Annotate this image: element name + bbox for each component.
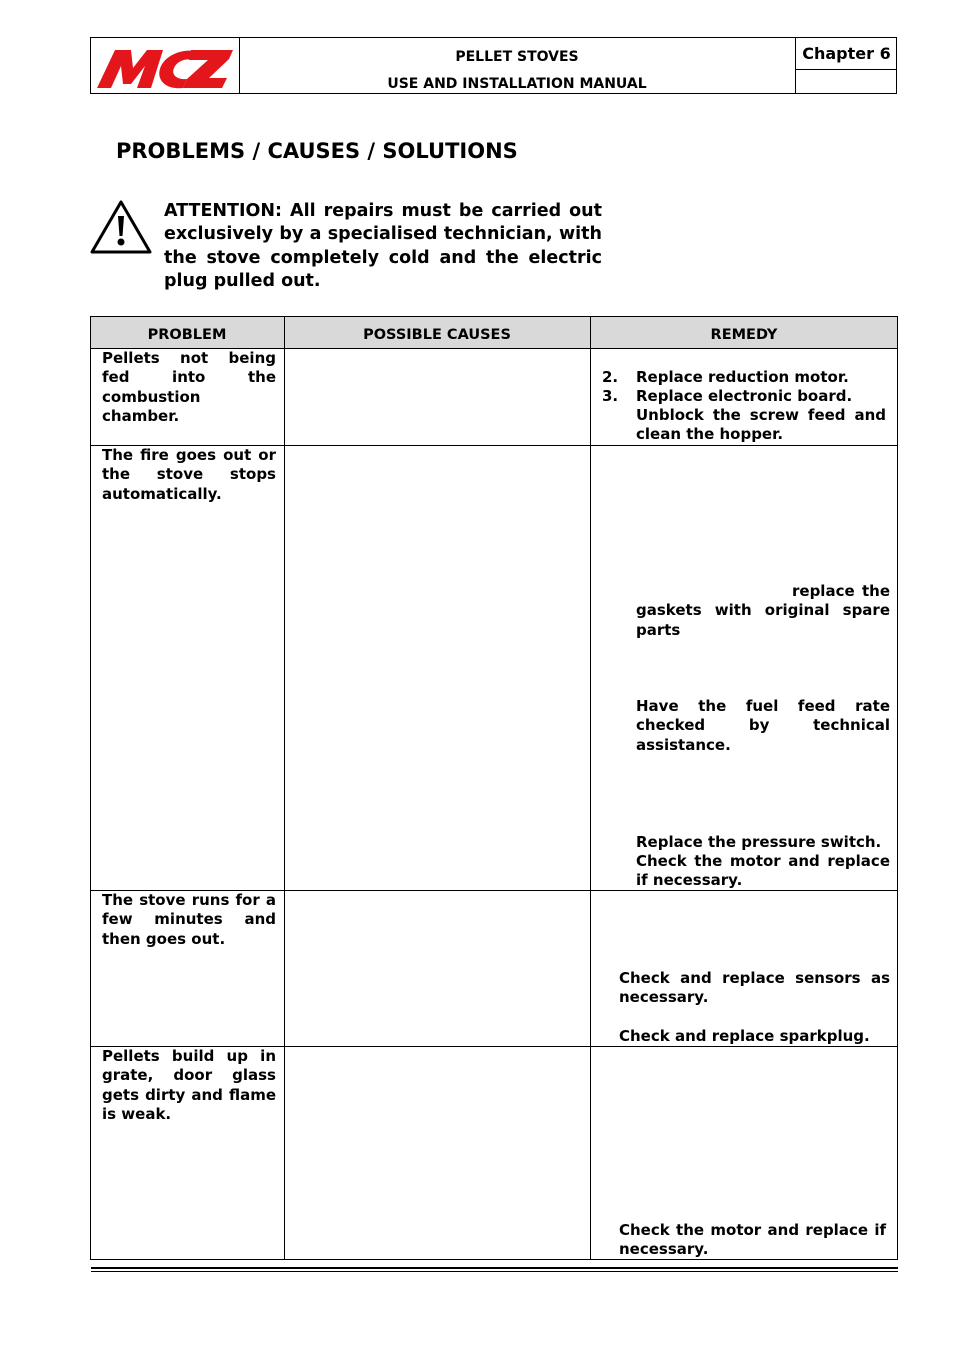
footer-rule xyxy=(91,1271,898,1272)
remedy-text: replace the gaskets with original spare parts xyxy=(636,582,890,639)
logo-cell xyxy=(91,38,240,93)
column-divider xyxy=(284,316,285,1260)
remedy-text: Check and replace sensors as necessary. xyxy=(619,969,890,1007)
mcz-logo xyxy=(91,38,239,93)
remedy-text: Replace the pressure switch. xyxy=(636,833,882,851)
header-line-2: USE AND INSTALLATION MANUAL xyxy=(387,76,647,92)
row-divider xyxy=(90,316,898,317)
column-divider xyxy=(590,316,591,1260)
header-line-1: PELLET STOVES xyxy=(455,49,579,65)
remedy-text: Have the fuel feed rate checked by technical assistance. xyxy=(636,697,890,754)
remedy-number: 2. xyxy=(602,368,619,386)
header-problem: PROBLEM xyxy=(147,327,227,343)
attention-note: ATTENTION: All repairs must be carried out exclusively by a specialised technician, with the stove completely cold and the electric plug pulled out. xyxy=(164,201,602,291)
remedy-text: Check the motor and replace if necessary. xyxy=(636,852,890,890)
header-causes: POSSIBLE CAUSES xyxy=(363,327,511,343)
table-header-row xyxy=(90,316,898,348)
problem-cell: The fire goes out or the stove stops automatically. xyxy=(102,446,276,503)
troubleshooting-table xyxy=(90,316,898,1260)
problem-cell: Pellets not being fed into the combustion chamber. xyxy=(102,349,276,426)
remedy-number: 3. xyxy=(602,387,619,405)
chapter-cell xyxy=(795,38,897,93)
remedy-text: Check and replace sparkplug. xyxy=(619,1027,870,1045)
problem-cell: Pellets build up in grate, door glass gets dirty and flame is weak. xyxy=(102,1047,276,1124)
page-header xyxy=(90,37,897,94)
table-border xyxy=(90,316,91,1260)
page-title: PROBLEMS / CAUSES / SOLUTIONS xyxy=(116,139,518,163)
table-border xyxy=(897,316,898,1260)
footer-rule xyxy=(91,1267,898,1269)
remedy-text: Unblock the screw feed and clean the hopper. xyxy=(636,406,886,444)
chapter-label: Chapter 6 xyxy=(796,38,897,70)
warning-icon xyxy=(90,198,154,260)
header-remedy: REMEDY xyxy=(710,327,778,343)
remedy-text: Replace electronic board. xyxy=(636,387,853,405)
problem-cell: The stove runs for a few minutes and then goes out. xyxy=(102,891,276,948)
remedy-text: Replace reduction motor. xyxy=(636,368,849,386)
header-titles xyxy=(239,38,795,93)
remedy-text: Check the motor and replace if necessary. xyxy=(619,1221,886,1259)
